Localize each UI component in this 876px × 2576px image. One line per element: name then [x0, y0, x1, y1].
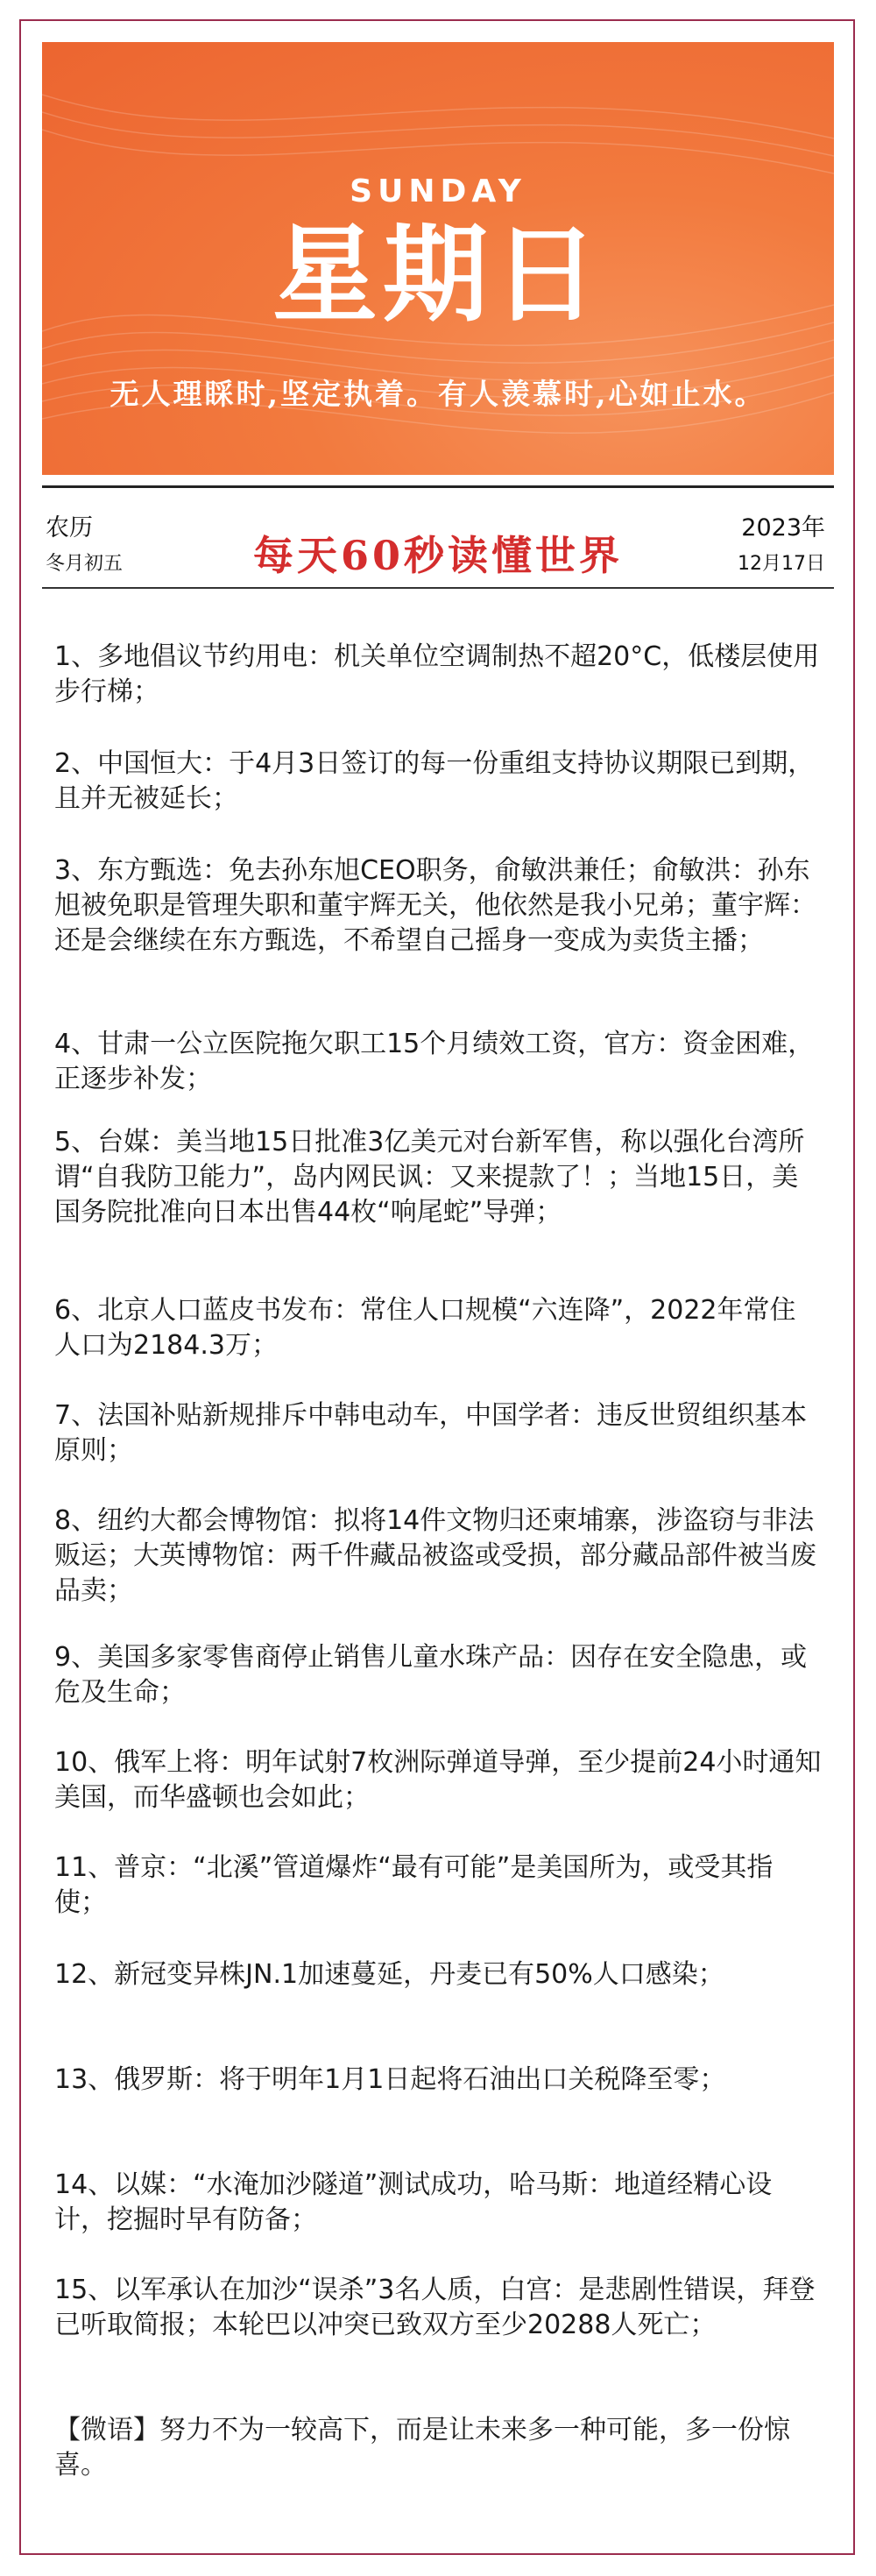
- weekday-english: SUNDAY: [350, 173, 526, 209]
- header-rule-top: [42, 485, 834, 488]
- news-item: 14、以媒：“水淹加沙隧道”测试成功，哈马斯：地道经精心设计，挖掘时早有防备；: [54, 2169, 773, 2235]
- year-label: 2023年: [741, 514, 825, 541]
- news-item: 5、台媒：美当地15日批准3亿美元对台新军售，称以强化台湾所谓“自我防卫能力”，岛内网民讽：又来提款了！；当地15日，美国务院批准向日本出售44枚“响尾蛇”导弹；: [54, 1127, 805, 1228]
- news-item: 6、北京人口蓝皮书发布：常住人口规模“六连降”，2022年常住人口为2184.3万；: [54, 1295, 796, 1361]
- news-item: 13、俄罗斯：将于明年1月1日起将石油出口关税降至零；: [54, 2064, 726, 2095]
- lunar-date: 冬月初五: [46, 553, 124, 575]
- news-item: 11、普京：“北溪”管道爆炸“最有可能”是美国所为，或受其指使；: [54, 1852, 774, 1918]
- news-item: 9、美国多家零售商停止销售儿童水珠产品：因存在安全隐患，或危及生命；: [54, 1642, 808, 1708]
- news-item: 2、中国恒大：于4月3日签订的每一份重组支持协议期限已到期，且并无被延长；: [54, 748, 815, 814]
- daily-motto: 无人理睬时,坚定执着。有人羡慕时,心如止水。: [110, 377, 766, 411]
- quote-item: 【微语】努力不为一较高下，而是让未来多一种可能，多一份惊喜。: [54, 2415, 790, 2480]
- header-rule-bottom: [42, 587, 834, 589]
- date-label: 12月17日: [738, 553, 825, 575]
- lunar-label: 农历: [46, 514, 93, 541]
- news-item: 1、多地倡议节约用电：机关单位空调制热不超20°C，低楼层使用步行梯；: [54, 641, 820, 707]
- news-item: 15、以军承认在加沙“误杀”3名人质，白宫：是悲剧性错误，拜登已听取简报；本轮巴以冲突已致双方至少20288人死亡；: [54, 2275, 816, 2340]
- day-banner: [42, 42, 834, 475]
- weekday-chinese: 星期日: [272, 213, 604, 336]
- news-item: 12、新冠变异株JN.1加速蔓延，丹麦已有50%人口感染；: [54, 1959, 724, 1990]
- news-item: 8、纽约大都会博物馆：拟将14件文物归还柬埔寨，涉盗窃与非法贩运；大英博物馆：两千件藏品被盗或受损，部分藏品部件被当废品卖；: [54, 1505, 816, 1606]
- news-item: 3、东方甄选：免去孙东旭CEO职务，俞敏洪兼任；俞敏洪：孙东旭被免职是管理失职和董宇辉无关，他依然是我小兄弟；董宇辉：还是会继续在东方甄选，不希望自己摇身一变成为卖货主播；: [54, 855, 816, 956]
- page-title: 每天60秒读懂世界: [252, 532, 623, 579]
- news-item: 4、甘肃一公立医院拖欠职工15个月绩效工资，官方：资金困难，正逐步补发；: [54, 1029, 815, 1094]
- news-item: 10、俄军上将：明年试射7枚洲际弹道导弹，至少提前24小时通知美国，而华盛顿也会如此；: [54, 1747, 822, 1813]
- news-item: 7、法国补贴新规排斥中韩电动车，中国学者：违反世贸组织基本原则；: [54, 1400, 808, 1466]
